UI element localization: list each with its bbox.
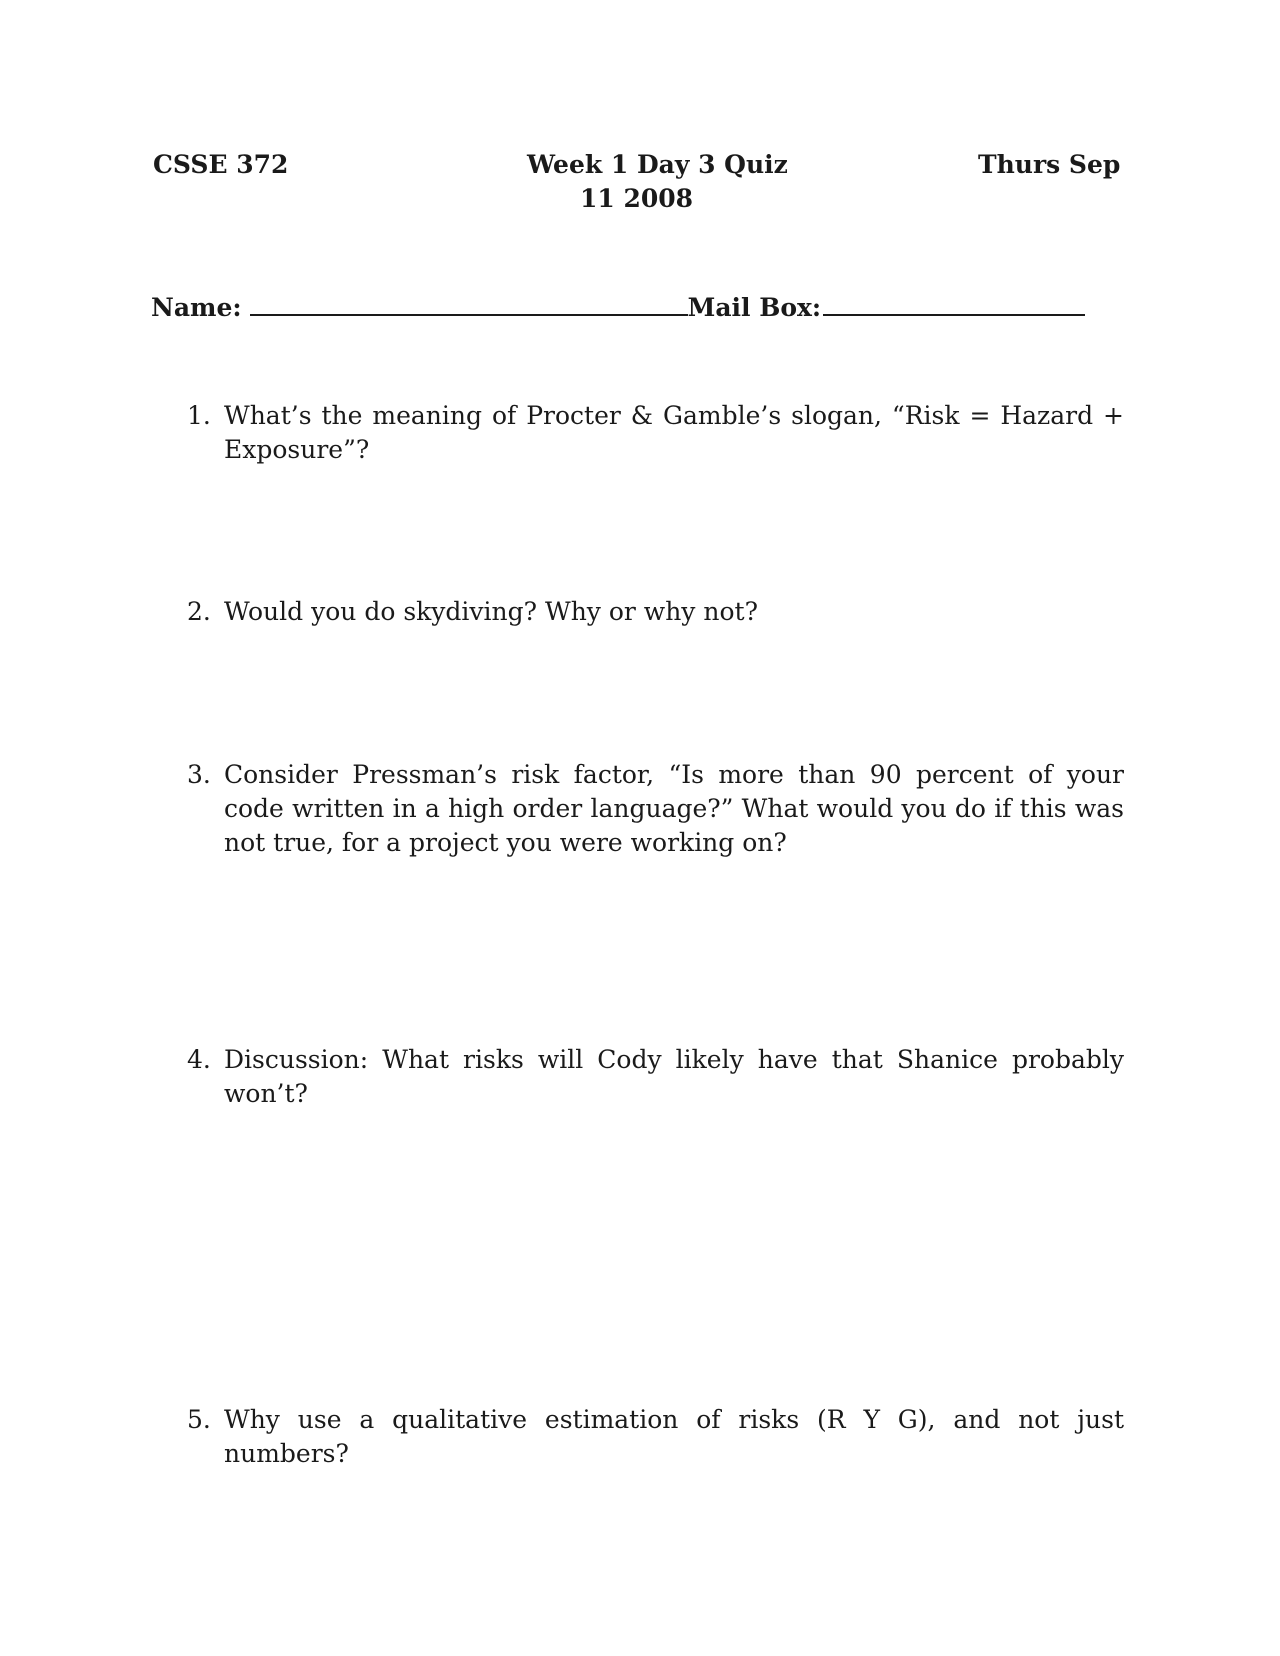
mailbox-blank-line[interactable] — [823, 290, 1085, 316]
question-text: Would you do skydiving? Why or why not? — [224, 597, 758, 626]
question-text: Consider Pressman’s risk factor, “Is more than 90 percent of your code written in a high order language?” What would you do if this was not true, for a project you were working on? — [224, 760, 1124, 857]
question-text: Discussion: What risks will Cody likely have that Shanice probably won’t? — [224, 1045, 1124, 1108]
question-text: Why use a qualitative estimation of risks (R Y G), and not just numbers? — [224, 1405, 1124, 1468]
question-number: 4. — [187, 1045, 211, 1074]
question-item — [187, 1403, 1124, 1471]
mailbox-label: Mail Box: — [687, 293, 822, 322]
name-label: Name: — [151, 293, 242, 322]
quiz-date-line1: Thurs Sep — [978, 150, 1121, 179]
course-code: CSSE 372 — [153, 150, 289, 179]
question-item — [187, 758, 1124, 860]
student-info-row — [151, 290, 1085, 325]
name-blank-line[interactable] — [250, 290, 688, 316]
question-number: 1. — [187, 401, 211, 430]
quiz-date-line2: 11 2008 — [580, 184, 694, 213]
question-item — [187, 595, 1124, 629]
quiz-title: Week 1 Day 3 Quiz — [527, 150, 788, 179]
question-item — [187, 1043, 1124, 1111]
question-number: 2. — [187, 597, 211, 626]
question-number: 5. — [187, 1405, 211, 1434]
question-item — [187, 399, 1124, 467]
question-text: What’s the meaning of Procter & Gamble’s slogan, “Risk = Hazard + Exposure”? — [224, 401, 1124, 464]
question-number: 3. — [187, 760, 211, 789]
